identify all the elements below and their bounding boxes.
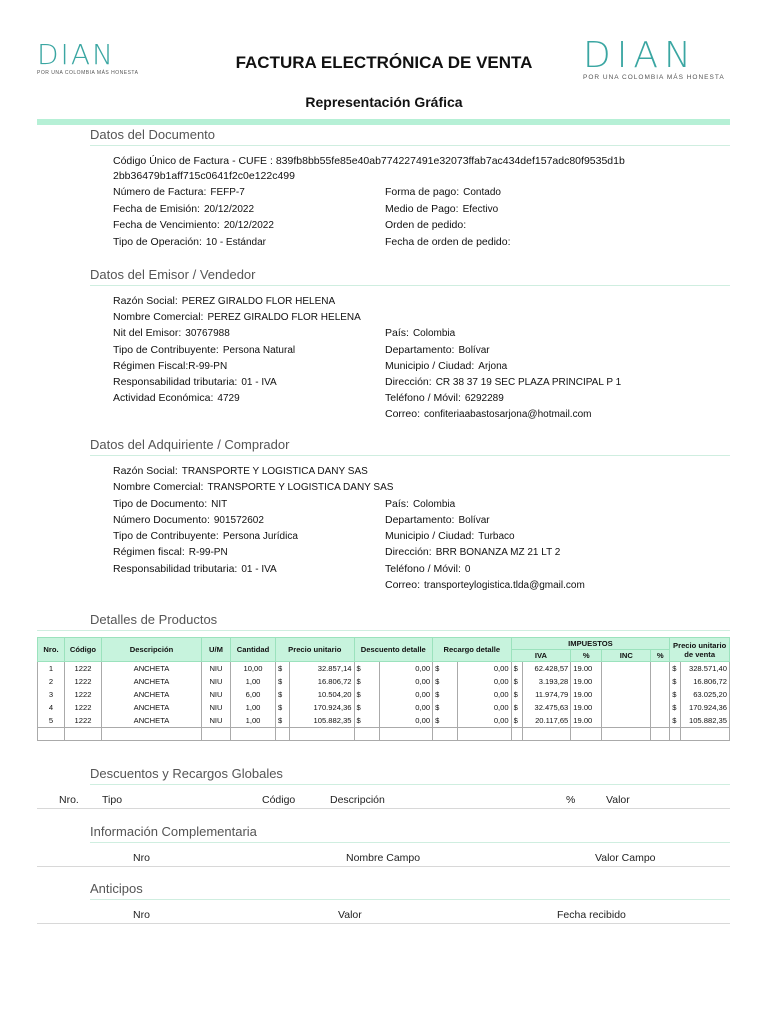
section-heading-emisor: Datos del Emisor / Vendedor [90, 267, 256, 282]
cell-um: NIU [202, 688, 231, 701]
cell-nro: 2 [38, 675, 65, 688]
col-precio: Precio unitario [276, 638, 355, 662]
field-numero-factura: Número de Factura: FEFP-7 [113, 186, 245, 198]
desc-col-codigo: Código [262, 794, 296, 806]
cell-currency: $ [354, 714, 379, 728]
cell-empty [354, 728, 379, 741]
col-descuento: Descuento detalle [354, 638, 433, 662]
cell-descuento: 0,00 [379, 675, 433, 688]
field-emisor-razon: Razón Social: PEREZ GIRALDO FLOR HELENA [113, 295, 336, 307]
products-table [37, 637, 730, 741]
cell-currency: $ [354, 675, 379, 688]
field-adq-contribuyente: Tipo de Contribuyente: Persona Jurídica [113, 530, 298, 542]
cell-currency: $ [670, 714, 681, 728]
col-um: U/M [202, 638, 231, 662]
section-rule [90, 145, 730, 146]
field-adq-numdoc: Número Documento: 901572602 [113, 514, 264, 526]
cell-empty [602, 728, 651, 741]
cell-um: NIU [202, 662, 231, 676]
cell-iva-pct: 19.00 [571, 675, 602, 688]
cell-currency: $ [511, 714, 522, 728]
cell-currency: $ [276, 688, 290, 701]
col-nro: Nro. [38, 638, 65, 662]
cell-currency: $ [433, 688, 458, 701]
cell-currency: $ [433, 714, 458, 728]
table-row [38, 701, 730, 714]
cell-currency: $ [511, 688, 522, 701]
section-rule [90, 842, 730, 843]
anticipo-col-nro: Nro [133, 909, 150, 921]
col-precio-venta: Precio unitario de venta [670, 638, 730, 662]
desc-col-nro: Nro. [59, 794, 79, 806]
col-inc-pct: % [651, 650, 670, 662]
cell-inc [602, 662, 651, 676]
field-adq-depto: Departamento: Bolívar [385, 514, 490, 526]
cell-codigo: 1222 [65, 675, 102, 688]
field-emisor-pais: País: Colombia [385, 327, 456, 339]
section-heading-adquiriente: Datos del Adquiriente / Comprador [90, 437, 290, 452]
cell-inc [602, 714, 651, 728]
cell-cantidad: 1,00 [231, 701, 276, 714]
field-emisor-actividad: Actividad Económica: 4729 [113, 392, 240, 404]
cell-currency: $ [276, 675, 290, 688]
cufe-line-2: 2bb36479b1aff715c0641f2c0e122c499 [113, 170, 295, 182]
info-col-campo: Nombre Campo [346, 852, 421, 864]
desc-col-descripcion: Descripción [330, 794, 385, 806]
field-emisor-depto: Departamento: Bolívar [385, 344, 490, 356]
field-emisor-correo: Correo: confiteriaabastosarjona@hotmail.com [385, 408, 592, 420]
table-row-empty [38, 728, 730, 741]
cell-currency: $ [511, 662, 522, 676]
cell-currency: $ [433, 662, 458, 676]
cell-empty [458, 728, 512, 741]
field-emisor-regimen: Régimen Fiscal:R-99-PN [113, 360, 228, 372]
cell-precio-venta: 16.806,72 [680, 675, 729, 688]
cell-currency: $ [670, 662, 681, 676]
cell-currency: $ [354, 688, 379, 701]
cell-empty [276, 728, 290, 741]
field-emisor-nit: Nit del Emisor: 30767988 [113, 327, 230, 339]
cell-nro: 4 [38, 701, 65, 714]
section-rule [37, 630, 730, 631]
cell-codigo: 1222 [65, 688, 102, 701]
cell-empty [289, 728, 354, 741]
desc-col-pct: % [566, 794, 576, 806]
cell-recargo: 0,00 [458, 714, 512, 728]
field-adq-comercial: Nombre Comercial: TRANSPORTE Y LOGISTICA DANY SAS [113, 481, 394, 493]
field-adq-regimen: Régimen fiscal: R-99-PN [113, 546, 228, 558]
table-rule [37, 923, 730, 924]
cell-descuento: 0,00 [379, 662, 433, 676]
cell-um: NIU [202, 701, 231, 714]
cell-recargo: 0,00 [458, 688, 512, 701]
cell-descripcion: ANCHETA [102, 688, 202, 701]
cell-recargo: 0,00 [458, 662, 512, 676]
cell-currency: $ [670, 701, 681, 714]
col-cantidad: Cantidad [231, 638, 276, 662]
field-emisor-municipio: Municipio / Ciudad: Arjona [385, 360, 508, 372]
field-fecha-orden: Fecha de orden de pedido: [385, 236, 511, 248]
cell-cantidad: 1,00 [231, 714, 276, 728]
field-adq-correo: Correo: transporteylogistica.tlda@gmail.com [385, 579, 585, 591]
cell-cantidad: 10,00 [231, 662, 276, 676]
field-orden-pedido: Orden de pedido: [385, 219, 467, 231]
field-adq-municipio: Municipio / Ciudad: Turbaco [385, 530, 515, 542]
section-heading-productos: Detalles de Productos [90, 612, 218, 627]
cell-empty [38, 728, 65, 741]
section-rule [90, 784, 730, 785]
cufe-line: Código Único de Factura - CUFE : 839fb8bb55fe85e40ab774227491e32073ffab7ac434def157adc80f9535d1b [113, 155, 625, 167]
cell-precio-venta: 105.882,35 [680, 714, 729, 728]
cell-iva: 11.974,79 [523, 688, 571, 701]
field-fecha-vencimiento: Fecha de Vencimiento: 20/12/2022 [113, 219, 274, 231]
cell-nro: 3 [38, 688, 65, 701]
cell-currency: $ [354, 662, 379, 676]
col-codigo: Código [65, 638, 102, 662]
col-inc: INC [602, 650, 651, 662]
cell-iva: 20.117,65 [523, 714, 571, 728]
cell-iva-pct: 19.00 [571, 662, 602, 676]
cell-cantidad: 1,00 [231, 675, 276, 688]
cell-precio: 16.806,72 [289, 675, 354, 688]
cell-precio-venta: 328.571,40 [680, 662, 729, 676]
cell-empty [231, 728, 276, 741]
field-adq-pais: País: Colombia [385, 498, 456, 510]
info-col-nro: Nro [133, 852, 150, 864]
field-emisor-direccion: Dirección: CR 38 37 19 SEC PLAZA PRINCIPAL P 1 [385, 376, 622, 388]
field-adq-telefono: Teléfono / Móvil: 0 [385, 563, 471, 575]
cell-iva: 32.475,63 [523, 701, 571, 714]
cell-currency: $ [276, 714, 290, 728]
cell-inc-pct [651, 675, 670, 688]
cell-currency: $ [433, 675, 458, 688]
table-rule [37, 808, 730, 809]
cell-iva-pct: 19.00 [571, 714, 602, 728]
cell-empty [651, 728, 670, 741]
field-adq-responsabilidad: Responsabilidad tributaria: 01 - IVA [113, 563, 277, 575]
col-recargo: Recargo detalle [433, 638, 512, 662]
anticipo-col-fecha: Fecha recibido [557, 909, 626, 921]
cell-descuento: 0,00 [379, 714, 433, 728]
cell-recargo: 0,00 [458, 701, 512, 714]
section-heading-informacion: Información Complementaria [90, 824, 257, 839]
cell-currency: $ [511, 701, 522, 714]
cell-empty [680, 728, 729, 741]
anticipo-col-valor: Valor [338, 909, 362, 921]
cell-inc [602, 675, 651, 688]
table-row [38, 714, 730, 728]
table-row [38, 662, 730, 676]
cell-iva: 3.193,28 [523, 675, 571, 688]
desc-col-valor: Valor [606, 794, 630, 806]
page-subtitle: Representación Gráfica [305, 94, 463, 110]
cell-empty [523, 728, 571, 741]
section-heading-descuentos: Descuentos y Recargos Globales [90, 766, 283, 781]
cell-recargo: 0,00 [458, 675, 512, 688]
cell-currency: $ [511, 675, 522, 688]
cell-codigo: 1222 [65, 714, 102, 728]
section-heading-documento: Datos del Documento [90, 127, 216, 142]
cell-precio: 170.924,36 [289, 701, 354, 714]
cell-empty [65, 728, 102, 741]
field-forma-pago: Forma de pago: Contado [385, 186, 501, 198]
table-rule [37, 866, 730, 867]
cell-nro: 1 [38, 662, 65, 676]
desc-col-tipo: Tipo [102, 794, 123, 806]
cell-descuento: 0,00 [379, 688, 433, 701]
cell-cantidad: 6,00 [231, 688, 276, 701]
cell-inc [602, 701, 651, 714]
cell-inc-pct [651, 662, 670, 676]
table-row [38, 688, 730, 701]
cell-currency: $ [354, 701, 379, 714]
cell-um: NIU [202, 675, 231, 688]
cell-codigo: 1222 [65, 701, 102, 714]
cell-descuento: 0,00 [379, 701, 433, 714]
cell-precio: 32.857,14 [289, 662, 354, 676]
section-rule [90, 899, 730, 900]
cell-inc-pct [651, 714, 670, 728]
cell-currency: $ [670, 688, 681, 701]
cell-um: NIU [202, 714, 231, 728]
field-adq-razon: Razón Social: TRANSPORTE Y LOGISTICA DANY SAS [113, 465, 368, 477]
cell-descripcion: ANCHETA [102, 714, 202, 728]
cell-empty [670, 728, 681, 741]
field-adq-tipodoc: Tipo de Documento: NIT [113, 498, 228, 510]
field-emisor-telefono: Teléfono / Móvil: 6292289 [385, 392, 504, 404]
dian-logo-right: DIAN POR UNA COLOMBIA MÁS HONESTA [583, 35, 725, 81]
field-emisor-comercial: Nombre Comercial: PEREZ GIRALDO FLOR HELENA [113, 311, 361, 323]
col-iva-pct: % [571, 650, 602, 662]
col-iva: IVA [511, 650, 571, 662]
cell-iva-pct: 19.00 [571, 701, 602, 714]
cell-inc-pct [651, 688, 670, 701]
cell-empty [571, 728, 602, 741]
header-divider [37, 119, 730, 125]
info-col-valor: Valor Campo [595, 852, 656, 864]
cell-codigo: 1222 [65, 662, 102, 676]
field-adq-direccion: Dirección: BRR BONANZA MZ 21 LT 2 [385, 546, 561, 558]
table-row [38, 675, 730, 688]
col-descripcion: Descripción [102, 638, 202, 662]
cell-descripcion: ANCHETA [102, 675, 202, 688]
section-heading-anticipos: Anticipos [90, 881, 143, 896]
cell-empty [102, 728, 202, 741]
cell-currency: $ [433, 701, 458, 714]
cell-descripcion: ANCHETA [102, 701, 202, 714]
field-emisor-responsabilidad: Responsabilidad tributaria: 01 - IVA [113, 376, 277, 388]
section-rule [90, 285, 730, 286]
cell-precio: 10.504,20 [289, 688, 354, 701]
cell-precio-venta: 63.025,20 [680, 688, 729, 701]
cell-iva: 62.428,57 [523, 662, 571, 676]
cell-empty [511, 728, 522, 741]
cell-nro: 5 [38, 714, 65, 728]
field-medio-pago: Medio de Pago: Efectivo [385, 203, 499, 215]
field-emisor-contribuyente: Tipo de Contribuyente: Persona Natural [113, 344, 296, 356]
col-impuestos: IMPUESTOS [511, 638, 670, 650]
cell-currency: $ [670, 675, 681, 688]
cell-currency: $ [276, 701, 290, 714]
cell-currency: $ [276, 662, 290, 676]
cell-inc-pct [651, 701, 670, 714]
section-rule [90, 455, 730, 456]
cell-empty [379, 728, 433, 741]
field-tipo-operacion: Tipo de Operación: 10 - Estándar [113, 236, 266, 248]
dian-logo-left: DIAN POR UNA COLOMBIA MÁS HONESTA [37, 38, 139, 76]
cell-empty [202, 728, 231, 741]
page-title: FACTURA ELECTRÓNICA DE VENTA [235, 53, 533, 72]
cell-iva-pct: 19.00 [571, 688, 602, 701]
field-fecha-emision: Fecha de Emisión: 20/12/2022 [113, 203, 255, 215]
cell-inc [602, 688, 651, 701]
cell-precio-venta: 170.924,36 [680, 701, 729, 714]
cell-empty [433, 728, 458, 741]
cell-descripcion: ANCHETA [102, 662, 202, 676]
cell-precio: 105.882,35 [289, 714, 354, 728]
